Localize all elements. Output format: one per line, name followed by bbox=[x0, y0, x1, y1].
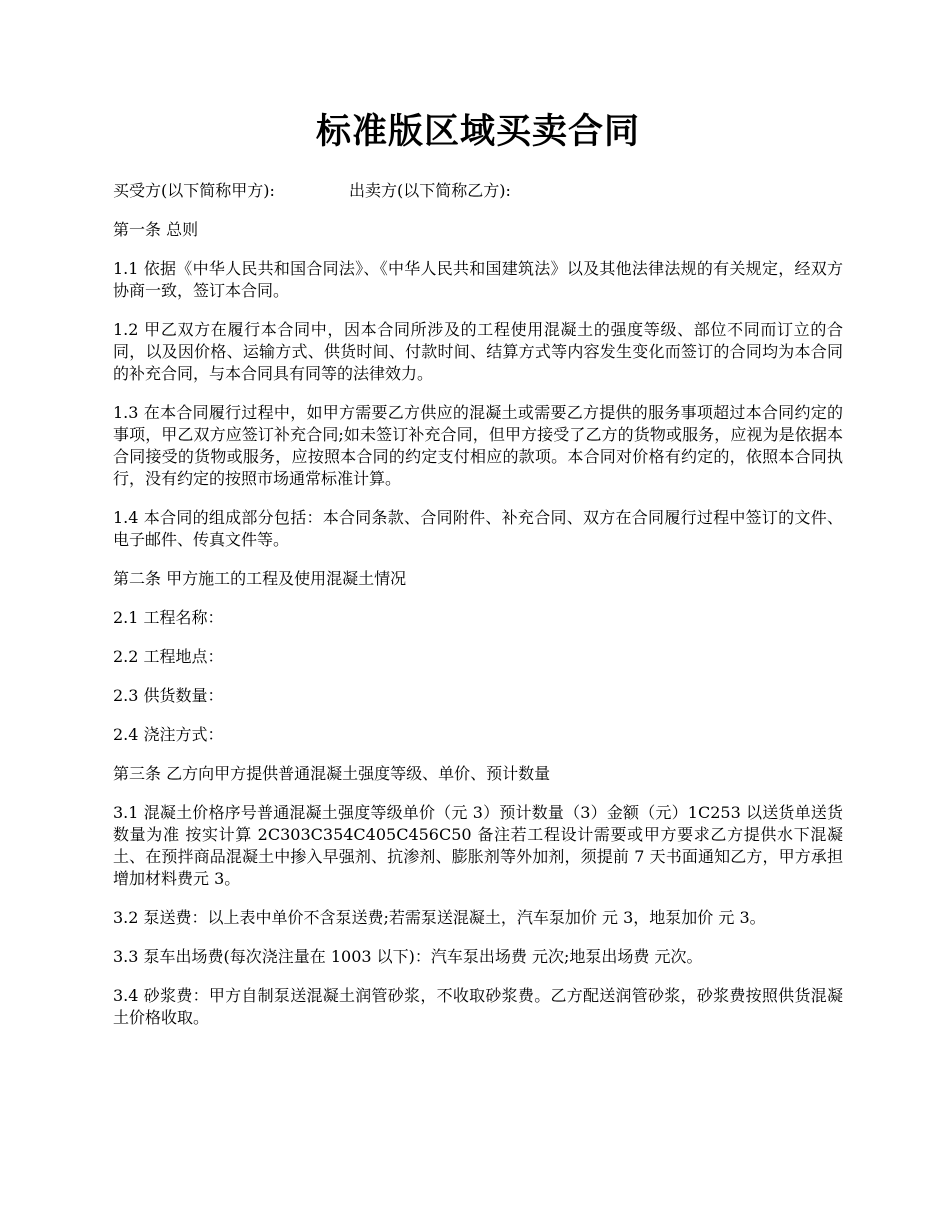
article-3-heading: 第三条 乙方向甲方提供普通混凝土强度等级、单价、预计数量 bbox=[113, 764, 551, 783]
clause-2-2: 2.2 工程地点： bbox=[113, 647, 224, 666]
clause-2-4: 2.4 浇注方式： bbox=[113, 725, 224, 744]
clause-1-2: 1.2 甲乙双方在履行本合同中，因本合同所涉及的工程使用混凝土的强度等级、部位不同而订立的合同，以及因价格、运输方式、供货时间、付款时间、结算方式等内容发生变化而签订的合同均为本合同的补充合同，与本合同具有同等的法律效力。 bbox=[113, 320, 843, 383]
document-page bbox=[113, 108, 843, 1046]
document-title: 标准版区域买卖合同 bbox=[315, 111, 640, 152]
clause-3-2: 3.2 泵送费：以上表中单价不含泵送费;若需泵送混凝土，汽车泵加价 元 3，地泵加价 元 3。 bbox=[113, 908, 766, 927]
clause-3-4: 3.4 砂浆费：甲方自制泵送混凝土润管砂浆，不收取砂浆费。乙方配送润管砂浆，砂浆费按照供货混凝土价格收取。 bbox=[113, 986, 843, 1027]
clause-3-1: 3.1 混凝土价格序号普通混凝土强度等级单价（元 3）预计数量（3）金额（元）1C253 以送货单送货数量为准 按实计算 2C303C354C405C456C50 备注若工程设计需要或甲方要求乙方提供水下混凝土、在预拌商品混凝土中掺入早强剂、抗渗剂、膨胀剂等外加剂，须提前 7 天书面通知乙方，甲方承担增加材料费元 3。 bbox=[113, 803, 843, 888]
clause-1-4: 1.4 本合同的组成部分包括：本合同条款、合同附件、补充合同、双方在合同履行过程中签订的文件、电子邮件、传真文件等。 bbox=[113, 508, 843, 549]
article-1-heading: 第一条 总则 bbox=[113, 220, 199, 239]
clause-3-3: 3.3 泵车出场费(每次浇注量在 1003 以下)：汽车泵出场费 元次;地泵出场费 元次。 bbox=[113, 947, 703, 966]
clause-1-1: 1.1 依据《中华人民共和国合同法》、《中华人民共和国建筑法》以及其他法律法规的有关规定，经双方协商一致，签订本合同。 bbox=[113, 259, 843, 300]
parties-line bbox=[113, 180, 843, 202]
buyer-label: 买受方(以下简称甲方): bbox=[113, 181, 275, 200]
seller-label: 出卖方(以下简称乙方): bbox=[349, 181, 511, 200]
clause-1-3: 1.3 在本合同履行过程中，如甲方需要乙方供应的混凝土或需要乙方提供的服务事项超过本合同约定的事项，甲乙双方应签订补充合同;如未签订补充合同，但甲方接受了乙方的货物或服务，应视为是依据本合同接受的货物或服务，应按照本合同的约定支付相应的款项。本合同对价格有约定的，依照本合同执行，没有约定的按照市场通常标准计算。 bbox=[113, 403, 843, 488]
clause-2-3: 2.3 供货数量： bbox=[113, 686, 224, 705]
article-2-heading: 第二条 甲方施工的工程及使用混凝土情况 bbox=[113, 569, 407, 588]
clause-2-1: 2.1 工程名称： bbox=[113, 608, 224, 627]
